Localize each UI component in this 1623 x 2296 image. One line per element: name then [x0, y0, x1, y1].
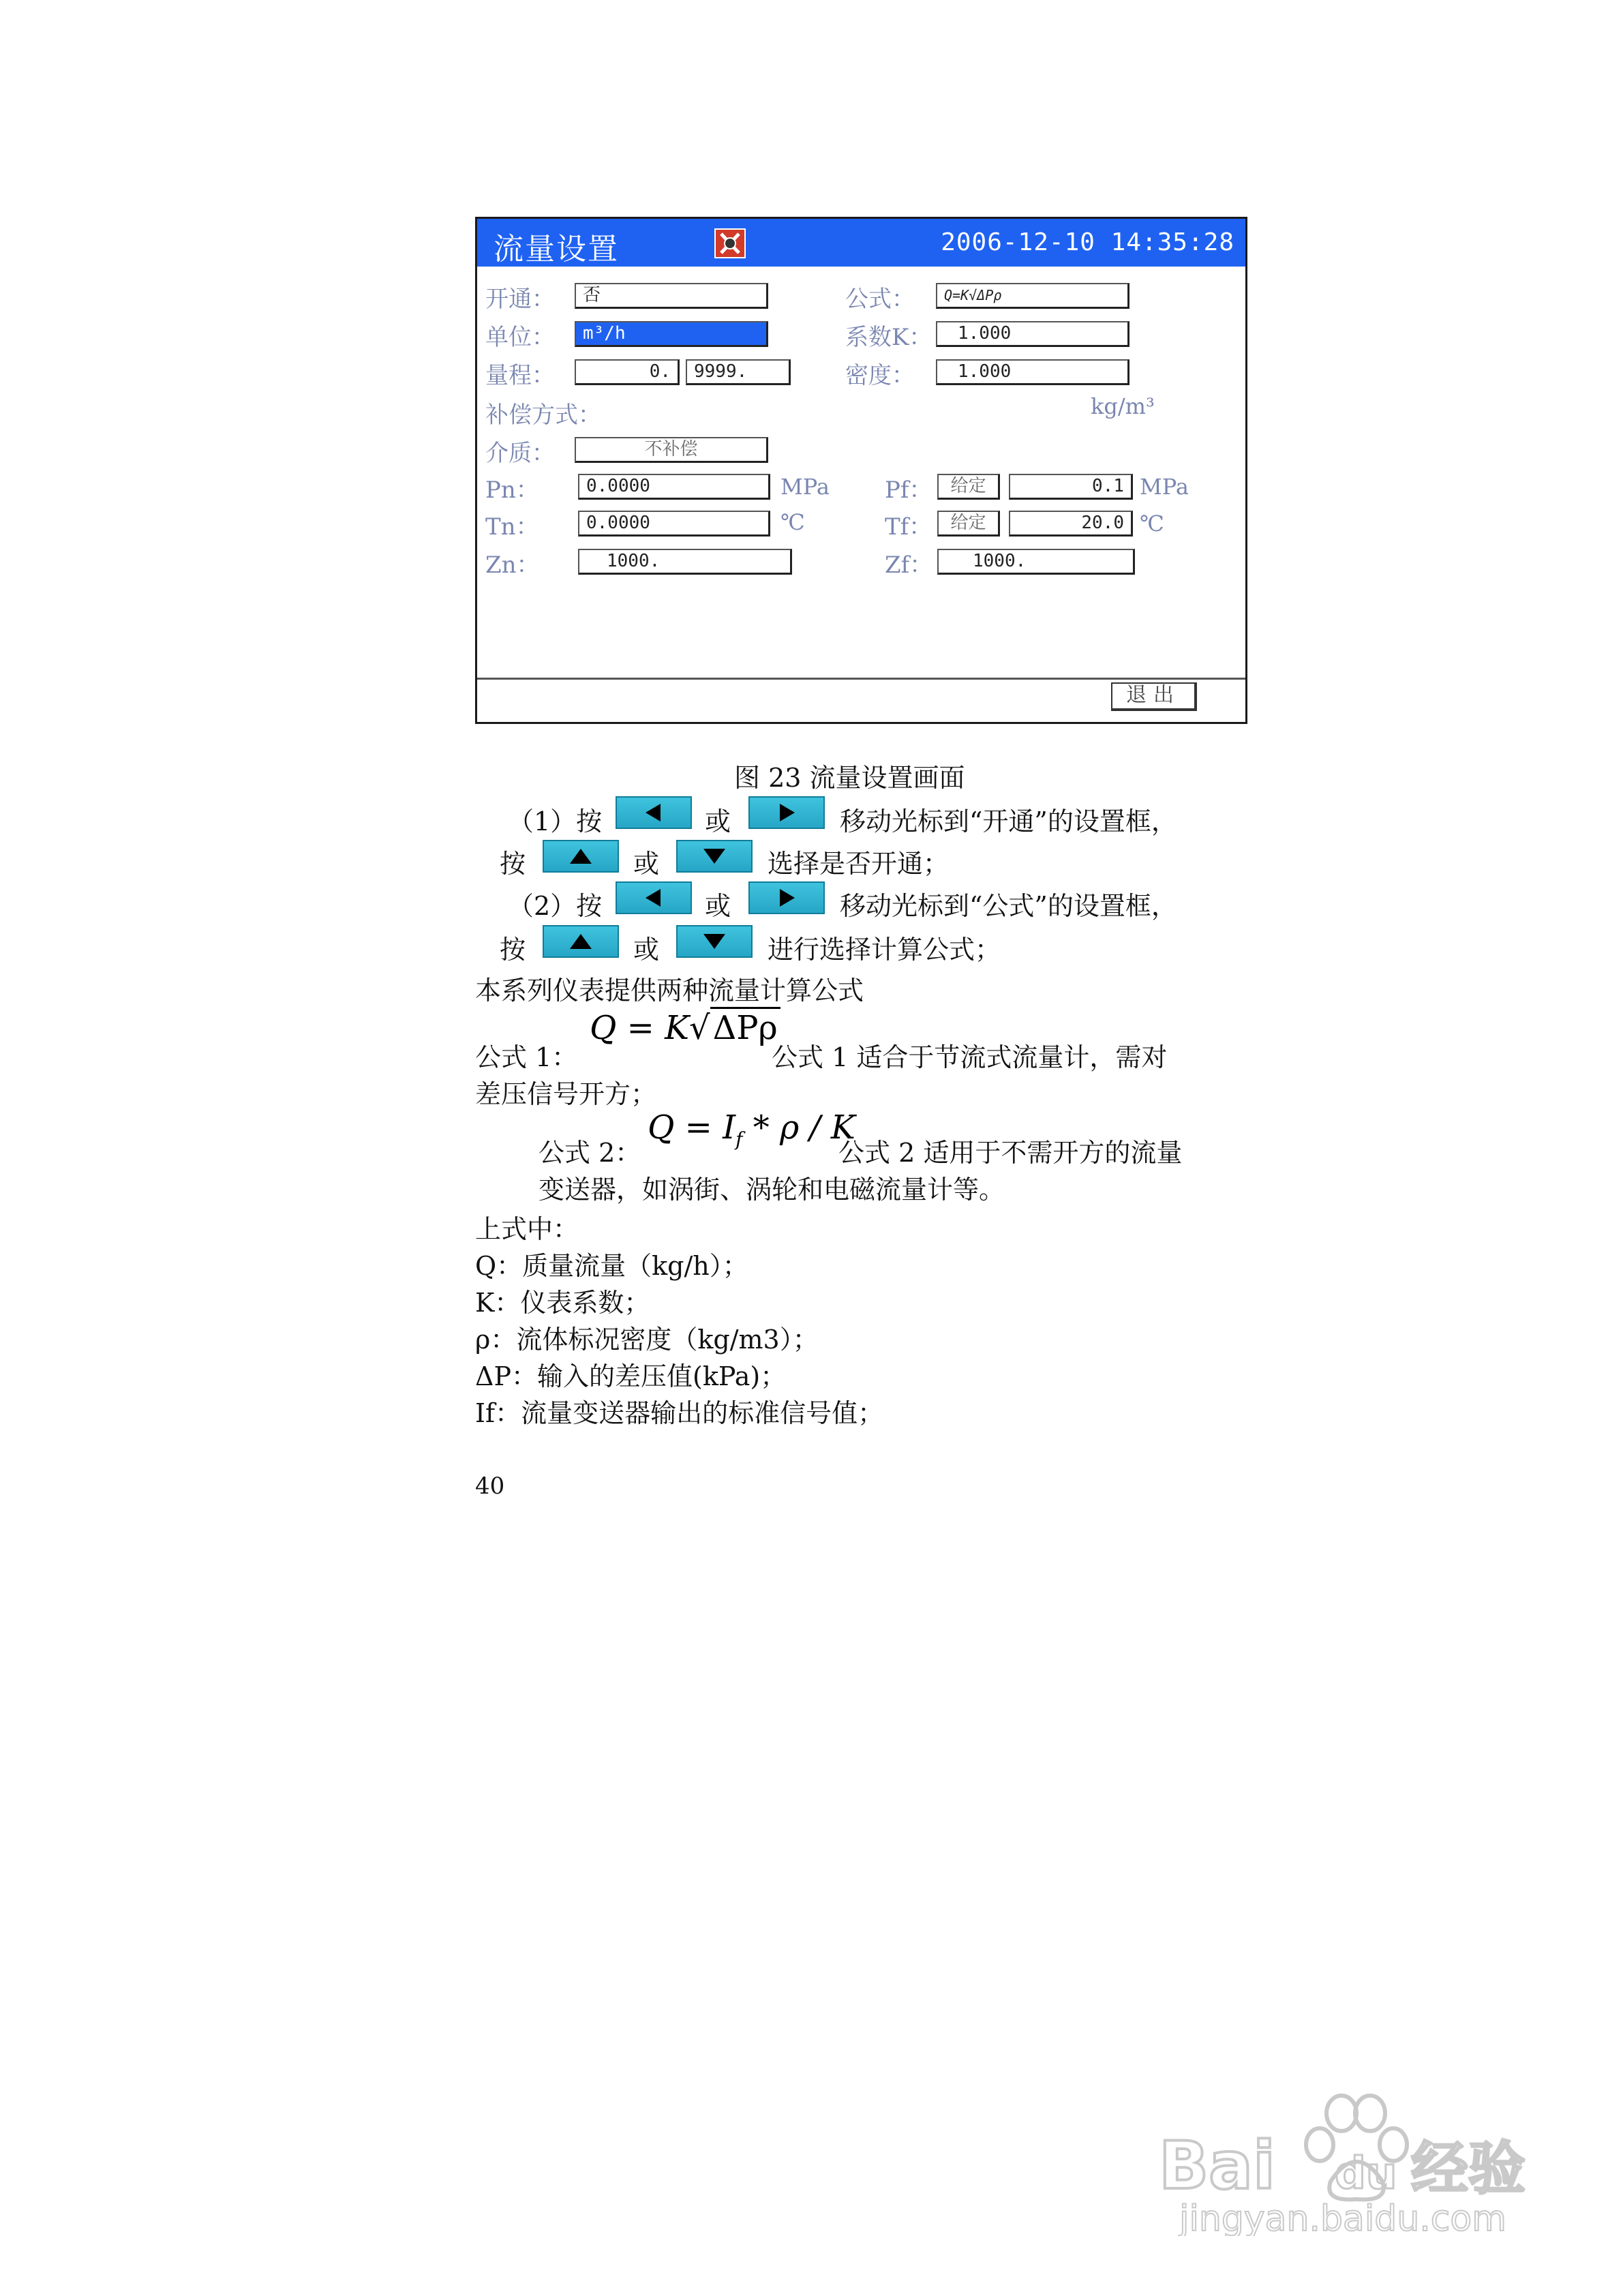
screen-title: 流量设置 — [494, 232, 619, 267]
label-range: 量程： — [485, 362, 555, 389]
step2-suffix: 移动光标到“公式”的设置框， — [840, 891, 1177, 921]
definition-k: K：仪表系数； — [475, 1288, 650, 1318]
up-key — [543, 840, 619, 873]
right-key — [748, 796, 825, 829]
right-arrow-icon — [773, 802, 800, 823]
pn-unit: MPa — [780, 474, 830, 500]
down-key — [676, 840, 753, 873]
baidu-jingyan-watermark — [1152, 2079, 1534, 2236]
tf-mode-field[interactable]: 给定 — [937, 511, 1000, 537]
label-pn: Pn： — [485, 477, 539, 504]
step2b-suffix: 进行选择计算公式； — [768, 935, 1001, 965]
watermark-jingyan: 经验 — [1411, 2135, 1526, 2202]
label-compensation-mode: 补偿方式： — [485, 402, 601, 429]
definition-if: If：流量变送器输出的标准信号值； — [475, 1398, 884, 1428]
label-density: 密度： — [845, 362, 915, 389]
formula2-rest: * ρ / K — [753, 1108, 855, 1147]
step1-or: 或 — [705, 806, 731, 836]
intro-text: 本系列仪表提供两种流量计算公式 — [475, 976, 864, 1006]
tf-unit: ℃ — [1140, 511, 1164, 537]
label-coefficient-k: 系数K： — [845, 324, 932, 351]
coefficient-k-field[interactable]: 1.000 — [936, 321, 1129, 347]
config-icon — [714, 228, 746, 258]
range-low-field[interactable]: 0. — [575, 359, 680, 385]
formula1-description: 公式 1 适合于节流式流量计，需对 — [772, 1042, 1168, 1072]
unit-field[interactable]: m³/h — [575, 321, 768, 347]
formula2-i: I — [723, 1108, 736, 1147]
step2-prefix: （2）按 — [508, 891, 603, 921]
formula2 — [648, 1108, 855, 1151]
formula1-q: Q — [590, 1009, 617, 1047]
up-key-2 — [543, 925, 619, 958]
down-arrow-icon — [701, 931, 728, 952]
step1b-suffix: 选择是否开通； — [768, 849, 950, 879]
watermark-brand: Bai — [1159, 2128, 1275, 2204]
formula2-description: 公式 2 适用于不需开方的流量 — [838, 1138, 1183, 1168]
label-open: 开通： — [485, 286, 555, 313]
baidu-paw-logo-icon — [1152, 2079, 1534, 2236]
where-text: 上式中： — [475, 1214, 579, 1244]
right-arrow-icon — [773, 888, 800, 908]
label-zn: Zn： — [485, 552, 540, 579]
formula2-sub: f — [735, 1128, 743, 1151]
tn-field[interactable]: 0.0000 — [578, 511, 770, 537]
step1b-prefix: 按 — [500, 849, 526, 879]
label-formula: 公式： — [845, 286, 915, 313]
screen-title-bar — [477, 219, 1245, 267]
formula2-continuation: 变送器，如涡街、涡轮和电磁流量计等。 — [539, 1175, 1005, 1205]
flow-settings-screen — [475, 217, 1247, 724]
formula1-eq: = — [626, 1009, 654, 1047]
watermark-du: du — [1335, 2149, 1397, 2199]
left-arrow-icon — [640, 802, 667, 823]
zf-field[interactable]: 1000. — [937, 549, 1135, 575]
definition-delta-p: ΔP：输入的差压值(kPa)； — [475, 1361, 787, 1391]
right-key-2 — [748, 881, 825, 914]
up-arrow-icon — [567, 846, 594, 866]
label-unit: 单位： — [485, 324, 555, 351]
formula2-label: 公式 2： — [539, 1138, 641, 1168]
label-pf: Pf： — [885, 477, 932, 504]
pf-unit: MPa — [1140, 474, 1189, 500]
formula2-eq: = — [684, 1108, 712, 1147]
label-medium: 介质： — [485, 440, 555, 467]
zn-field[interactable]: 1000. — [578, 549, 792, 575]
formula1-continuation: 差压信号开方； — [475, 1079, 657, 1109]
sqrt-symbol: √ΔPρ — [689, 1009, 780, 1047]
definition-q: Q：质量流量（kg/h）； — [475, 1251, 748, 1281]
left-arrow-icon — [640, 888, 667, 908]
formula-field[interactable]: Q=K√ΔPρ — [936, 283, 1129, 309]
settings-panel — [477, 267, 1245, 680]
formula2-q: Q — [648, 1108, 675, 1147]
step2-or: 或 — [705, 891, 731, 921]
label-tn: Tn： — [485, 513, 539, 541]
step1-prefix: （1）按 — [508, 806, 603, 836]
pf-mode-field[interactable]: 给定 — [937, 474, 1000, 500]
step2b-or: 或 — [633, 935, 660, 965]
medium-field[interactable]: 不补偿 — [575, 437, 768, 463]
down-key-2 — [676, 925, 753, 958]
formula1-radicand: ΔPρ — [710, 1007, 780, 1047]
formula1-k: K — [665, 1009, 689, 1047]
pf-field[interactable]: 0.1 — [1009, 474, 1133, 500]
definition-rho: ρ：流体标况密度（kg/m3）； — [475, 1325, 819, 1355]
up-arrow-icon — [567, 931, 594, 952]
pn-field[interactable]: 0.0000 — [578, 474, 770, 500]
left-key-2 — [616, 881, 692, 914]
open-field[interactable]: 否 — [575, 283, 768, 309]
figure-caption: 图 23 流量设置画面 — [734, 763, 965, 793]
page-number: 40 — [475, 1472, 505, 1500]
exit-button[interactable]: 退出 — [1111, 682, 1197, 711]
tn-unit: ℃ — [780, 509, 805, 535]
formula1 — [590, 1009, 780, 1047]
label-zf: Zf： — [885, 552, 933, 579]
range-high-field[interactable]: 9999. — [686, 359, 791, 385]
step1b-or: 或 — [633, 849, 660, 879]
step1-suffix: 移动光标到“开通”的设置框， — [840, 806, 1177, 836]
tf-field[interactable]: 20.0 — [1009, 511, 1133, 537]
left-key — [616, 796, 692, 829]
density-field[interactable]: 1.000 — [936, 359, 1129, 385]
density-unit: kg/m³ — [1091, 393, 1155, 419]
watermark-url: jingyan.baidu.com — [1179, 2199, 1506, 2236]
down-arrow-icon — [701, 846, 728, 866]
screen-datetime: 2006-12-10 14:35:28 — [941, 228, 1234, 256]
step2b-prefix: 按 — [500, 935, 526, 965]
label-tf: Tf： — [885, 513, 932, 541]
formula1-label: 公式 1： — [475, 1042, 578, 1072]
